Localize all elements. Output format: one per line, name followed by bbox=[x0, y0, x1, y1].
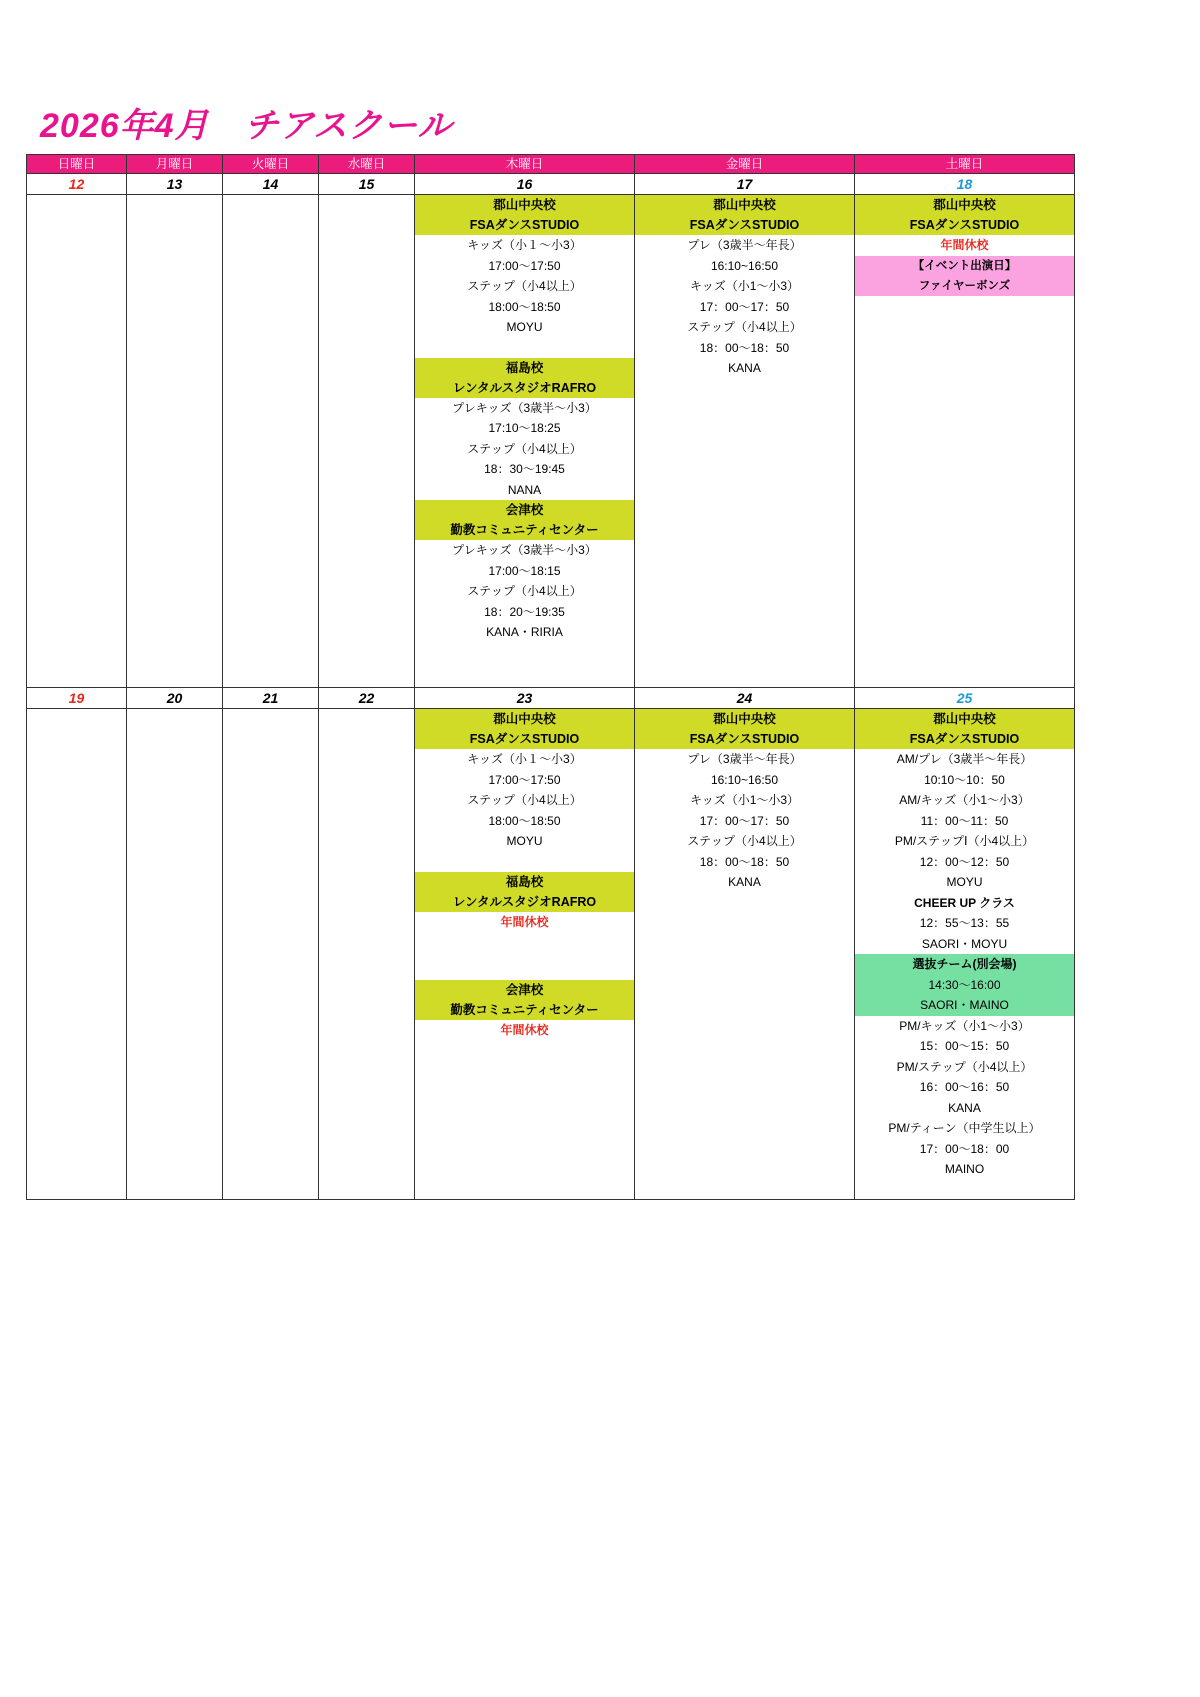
school-header-line: レンタルスタジオRAFRO bbox=[415, 892, 634, 912]
schedule-line bbox=[415, 540, 634, 643]
event-band bbox=[855, 256, 1074, 296]
schedule-line-line: KANA bbox=[728, 875, 761, 889]
school-header bbox=[415, 195, 634, 235]
schedule-line-line: キッズ（小1〜小3） bbox=[689, 793, 800, 807]
school-header-line: 会津校 bbox=[415, 980, 634, 1000]
school-header-line: 郡山中央校 bbox=[635, 195, 854, 215]
schedule-line bbox=[415, 749, 634, 852]
day-content-cell bbox=[855, 195, 1075, 688]
school-header bbox=[635, 709, 854, 749]
schedule-line-line: MOYU bbox=[946, 875, 983, 889]
calendar-date-row bbox=[27, 688, 1075, 709]
event-band-line: ファイヤーボンズ bbox=[855, 276, 1074, 296]
calendar-date-row bbox=[27, 174, 1075, 195]
school-header-line: 郡山中央校 bbox=[635, 709, 854, 729]
day-content-cell bbox=[635, 195, 855, 688]
date-cell: 19 bbox=[27, 688, 127, 709]
date-cell: 22 bbox=[319, 688, 415, 709]
day-content-cell bbox=[27, 709, 127, 1200]
schedule-line bbox=[855, 749, 1074, 893]
date-cell: 13 bbox=[127, 174, 223, 195]
schedule-line-line: MOYU bbox=[506, 834, 543, 848]
school-header-line: 勤教コミュニティセンター bbox=[415, 1000, 634, 1020]
day-content-cell bbox=[223, 195, 319, 688]
day-content-cell bbox=[855, 709, 1075, 1200]
select-team-band-line: 選抜チーム(別会場) bbox=[855, 954, 1074, 975]
school-header-line: FSAダンスSTUDIO bbox=[855, 215, 1074, 235]
schedule-line-line: 17：00〜17：50 bbox=[699, 813, 790, 828]
schedule-line bbox=[415, 398, 634, 501]
page-title: 2026年4月 チアスクール bbox=[40, 107, 453, 145]
school-header bbox=[415, 358, 634, 398]
schedule-line-line: プレキッズ（3歳半〜小3） bbox=[452, 543, 597, 557]
school-header-line: 郡山中央校 bbox=[415, 195, 634, 215]
schedule-line-line: MAINO bbox=[944, 1162, 985, 1176]
schedule-line-line: PM/キッズ（小1〜小3） bbox=[899, 1018, 1030, 1033]
school-header-line: 郡山中央校 bbox=[415, 709, 634, 729]
schedule-line-line: ステップ（小4以上） bbox=[467, 441, 582, 456]
weekday-header-wed: 水曜日 bbox=[319, 155, 415, 174]
day-content-cell bbox=[319, 709, 415, 1200]
schedule-line-line: KANA bbox=[728, 361, 761, 375]
class-name-line: CHEER UP クラス bbox=[914, 895, 1015, 910]
schedule-line-line: 12：00〜12：50 bbox=[919, 854, 1010, 869]
schedule-line-line: PM/ステップ（小4以上） bbox=[896, 1059, 1033, 1074]
calendar-header-row bbox=[27, 155, 1075, 174]
schedule-line-line: ステップ（小4以上） bbox=[687, 320, 802, 334]
weekday-header-thu: 木曜日 bbox=[415, 155, 635, 174]
schedule-line-line: KANA・RIRIA bbox=[486, 625, 563, 639]
school-header bbox=[415, 709, 634, 749]
schedule-line-line: PM/ティーン（中学生以上） bbox=[888, 1121, 1041, 1135]
schedule-line-line: 12：55〜13：55 bbox=[919, 916, 1010, 930]
schedule-line-line: キッズ（小１〜小3） bbox=[467, 238, 582, 252]
closure-notice bbox=[415, 912, 634, 933]
closure-notice-line: 年間休校 bbox=[500, 1023, 549, 1037]
schedule-line-line: 17：00〜18：00 bbox=[919, 1141, 1010, 1156]
school-header bbox=[855, 709, 1074, 749]
date-cell: 20 bbox=[127, 688, 223, 709]
schedule-line-line: 18:00〜18:50 bbox=[488, 299, 561, 314]
date-cell: 15 bbox=[319, 174, 415, 195]
date-cell: 16 bbox=[415, 174, 635, 195]
school-header bbox=[855, 195, 1074, 235]
day-content-cell bbox=[635, 709, 855, 1200]
date-cell: 18 bbox=[855, 174, 1075, 195]
block-spacer bbox=[415, 338, 634, 358]
date-cell: 24 bbox=[635, 688, 855, 709]
block-spacer bbox=[415, 932, 634, 980]
school-header bbox=[415, 872, 634, 912]
schedule-line bbox=[855, 913, 1074, 954]
schedule-line-line: ステップ（小4以上） bbox=[467, 584, 582, 598]
closure-notice bbox=[855, 235, 1074, 256]
school-header-line: レンタルスタジオRAFRO bbox=[415, 378, 634, 398]
schedule-line-line: 10:10〜10：50 bbox=[924, 772, 1005, 787]
school-header-line: 会津校 bbox=[415, 500, 634, 520]
weekday-header-fri: 金曜日 bbox=[635, 155, 855, 174]
schedule-line-line: 18：30〜19:45 bbox=[484, 462, 565, 476]
select-team-detail bbox=[855, 975, 1074, 1016]
calendar-content-row bbox=[27, 709, 1075, 1200]
school-header bbox=[415, 980, 634, 1020]
schedule-line-line: プレ（3歳半〜年長） bbox=[687, 238, 802, 252]
select-team-band bbox=[855, 954, 1074, 975]
weekday-header-sat: 土曜日 bbox=[855, 155, 1075, 174]
schedule-line-line: プレ（3歳半〜年長） bbox=[687, 752, 802, 766]
weekday-header-sun: 日曜日 bbox=[27, 155, 127, 174]
calendar-content-row bbox=[27, 195, 1075, 688]
schedule-line-line: 17：00〜17：50 bbox=[699, 299, 790, 314]
date-cell: 25 bbox=[855, 688, 1075, 709]
schedule-line bbox=[855, 1016, 1074, 1180]
date-cell: 17 bbox=[635, 174, 855, 195]
closure-notice-line: 年間休校 bbox=[500, 914, 549, 929]
school-header-line: 福島校 bbox=[415, 358, 634, 378]
schedule-line-line: SAORI・MOYU bbox=[921, 936, 1008, 951]
schedule-line-line: 18：00〜18：50 bbox=[699, 340, 790, 355]
school-header-line: FSAダンスSTUDIO bbox=[415, 215, 634, 235]
school-header-line: FSAダンスSTUDIO bbox=[855, 729, 1074, 749]
schedule-line-line: MOYU bbox=[506, 320, 543, 334]
school-header-line: FSAダンスSTUDIO bbox=[635, 729, 854, 749]
day-content-cell bbox=[27, 195, 127, 688]
schedule-line-line: キッズ（小１〜小3） bbox=[467, 752, 582, 766]
schedule-line-line: AM/プレ（3歳半〜年長） bbox=[896, 752, 1033, 766]
weekday-header-mon: 月曜日 bbox=[127, 155, 223, 174]
schedule-calendar bbox=[26, 154, 1075, 1200]
schedule-line-line: 18:00〜18:50 bbox=[488, 813, 561, 828]
schedule-line-line: KANA bbox=[948, 1100, 981, 1115]
schedule-line-line: 18：00〜18：50 bbox=[699, 854, 790, 869]
school-header bbox=[635, 195, 854, 235]
date-cell: 21 bbox=[223, 688, 319, 709]
class-name bbox=[855, 893, 1074, 914]
school-header-line: 福島校 bbox=[415, 872, 634, 892]
day-content-cell bbox=[127, 195, 223, 688]
schedule-line bbox=[635, 749, 854, 893]
schedule-line bbox=[415, 235, 634, 338]
schedule-line-line: 16:10~16:50 bbox=[710, 772, 779, 787]
schedule-line-line: 11：00〜11：50 bbox=[920, 813, 1009, 828]
closure-notice-line: 年間休校 bbox=[940, 238, 989, 252]
select-team-detail-line: SAORI・MAINO bbox=[855, 995, 1074, 1016]
schedule-line-line: 18：20〜19:35 bbox=[484, 604, 565, 619]
schedule-line-line: 17:10〜18:25 bbox=[488, 421, 561, 435]
schedule-line-line: 15：00〜15：50 bbox=[919, 1039, 1010, 1053]
schedule-line-line: 16：00〜16：50 bbox=[919, 1080, 1010, 1094]
school-header-line: 勤教コミュニティセンター bbox=[415, 520, 634, 540]
block-spacer bbox=[415, 852, 634, 872]
schedule-line bbox=[635, 235, 854, 379]
day-content-cell bbox=[415, 195, 635, 688]
schedule-line-line: 16:10~16:50 bbox=[710, 258, 779, 273]
school-header-line: 郡山中央校 bbox=[855, 709, 1074, 729]
school-header-line: FSAダンスSTUDIO bbox=[415, 729, 634, 749]
schedule-line-line: ステップ（小4以上） bbox=[687, 834, 802, 848]
date-cell: 12 bbox=[27, 174, 127, 195]
schedule-line-line: 17:00〜17:50 bbox=[488, 258, 561, 273]
weekday-header-tue: 火曜日 bbox=[223, 155, 319, 174]
school-header-line: FSAダンスSTUDIO bbox=[635, 215, 854, 235]
schedule-line-line: ステップ（小4以上） bbox=[467, 793, 582, 807]
schedule-line-line: プレキッズ（3歳半〜小3） bbox=[452, 400, 597, 415]
day-content-cell bbox=[127, 709, 223, 1200]
day-content-cell bbox=[319, 195, 415, 688]
date-cell: 23 bbox=[415, 688, 635, 709]
event-band-line: 【イベント出演日】 bbox=[855, 256, 1074, 276]
select-team-detail-line: 14:30〜16:00 bbox=[855, 975, 1074, 996]
day-content-cell bbox=[223, 709, 319, 1200]
schedule-line-line: 17:00〜17:50 bbox=[488, 772, 561, 787]
schedule-line-line: 17:00〜18:15 bbox=[488, 563, 561, 578]
schedule-line-line: PM/ステップⅠ（小4以上） bbox=[894, 834, 1035, 848]
schedule-line-line: AM/キッズ（小1〜小3） bbox=[899, 793, 1030, 807]
school-header-line: 郡山中央校 bbox=[855, 195, 1074, 215]
date-cell: 14 bbox=[223, 174, 319, 195]
schedule-line-line: キッズ（小1〜小3） bbox=[689, 279, 800, 293]
schedule-line-line: NANA bbox=[507, 482, 542, 497]
closure-notice bbox=[415, 1020, 634, 1041]
schedule-line-line: ステップ（小4以上） bbox=[467, 279, 582, 293]
day-content-cell bbox=[415, 709, 635, 1200]
school-header bbox=[415, 500, 634, 540]
